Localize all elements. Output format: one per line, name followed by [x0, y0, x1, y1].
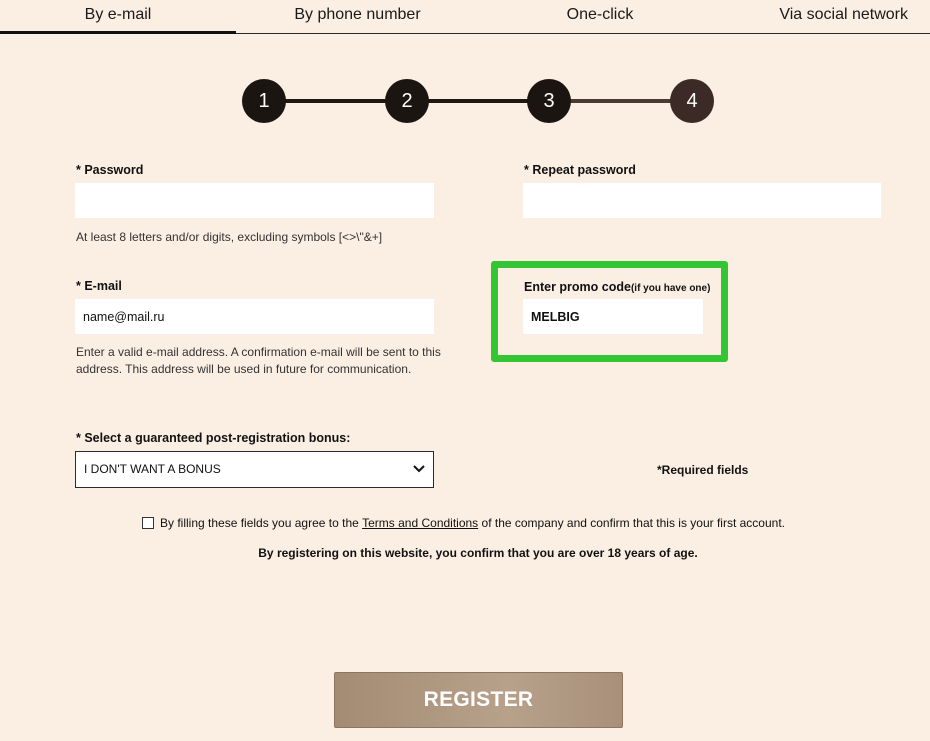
step-4: 4 [670, 79, 714, 123]
promo-label-note: (if you have one) [630, 283, 711, 294]
repeat-password-label: * Repeat password [524, 163, 636, 177]
step-connector [284, 99, 388, 103]
terms-checkbox[interactable] [142, 517, 154, 529]
progress-stepper [0, 0, 930, 140]
register-button[interactable]: REGISTER [334, 672, 623, 728]
email-field[interactable] [75, 299, 434, 334]
agree-suffix: of the company and confirm that this is your first account. [478, 516, 785, 530]
age-confirmation-note: By registering on this website, you confirm that you are over 18 years of age. [258, 546, 698, 560]
email-label: * E-mail [76, 279, 122, 293]
email-hint: Enter a valid e-mail address. A confirmation e-mail will be sent to this address. This address will be used in future for communication. [76, 345, 441, 376]
promo-label-text: Enter promo code [524, 280, 631, 294]
tab-by-phone[interactable]: By phone number [294, 6, 421, 23]
password-label: * Password [76, 163, 144, 177]
password-field[interactable] [75, 183, 434, 218]
step-1: 1 [242, 79, 286, 123]
tab-one-click[interactable]: One-click [566, 6, 634, 23]
terms-link[interactable]: Terms and Conditions [362, 516, 479, 530]
tab-social-network[interactable]: Via social network [779, 6, 908, 23]
tab-by-email[interactable]: By e-mail [0, 0, 236, 34]
password-hint: At least 8 letters and/or digits, excluding symbols [<>\"&+] [76, 230, 383, 244]
bonus-selected-value: I DON'T WANT A BONUS [84, 462, 221, 476]
bonus-label: * Select a guaranteed post-registration bonus: [76, 431, 351, 445]
bonus-select[interactable] [75, 451, 434, 488]
terms-agreement [142, 516, 785, 530]
chevron-down-icon [413, 465, 425, 473]
agree-prefix: By filling these fields you agree to the [160, 516, 363, 530]
step-2: 2 [385, 79, 429, 123]
repeat-password-field[interactable] [523, 183, 881, 218]
step-3: 3 [527, 79, 571, 123]
promo-label [524, 280, 710, 294]
step-connector [568, 99, 674, 103]
step-connector [426, 99, 530, 103]
promo-code-field[interactable] [523, 299, 703, 334]
required-fields-note: *Required fields [657, 463, 749, 477]
